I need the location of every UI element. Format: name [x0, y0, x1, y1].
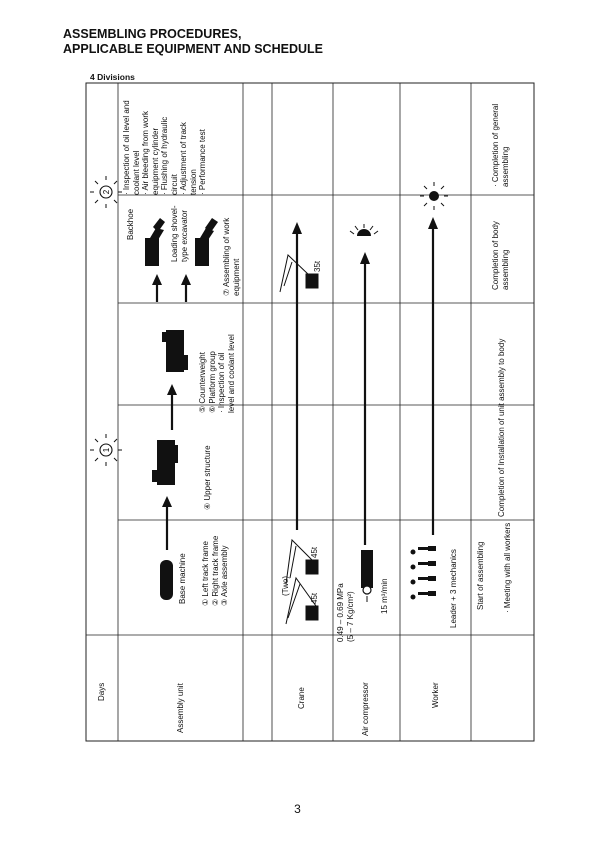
milestone-start: Start of assembling: [476, 541, 485, 610]
page-number: 3: [294, 802, 301, 816]
milestone-body: [491, 221, 510, 290]
day1-number: 1: [102, 447, 111, 453]
coolant-inspection-item: level and coolant level: [226, 334, 236, 413]
sun-icon-end: [420, 182, 448, 210]
heading-line-2: APPLICABLE EQUIPMENT AND SCHEDULE: [63, 42, 323, 56]
final-check-1b: coolant level: [131, 150, 141, 195]
milestone-body-line-1: Completion of body: [491, 221, 500, 290]
worker-line-arrow: [428, 217, 438, 535]
final-check-1: · Inspection of oil level and: [122, 100, 131, 195]
final-check-3b: circuit: [169, 174, 179, 195]
crane-label: Crane: [297, 687, 306, 709]
work-equipment-line-1: ⑦ Assembling of work: [222, 217, 231, 296]
half-sun-icon: [350, 224, 378, 236]
division-label: 4 Divisions: [90, 72, 135, 82]
worker-crew-label: Leader + 3 mechanics: [449, 549, 458, 628]
compressor-flow: 15 m³/min: [380, 578, 389, 614]
crane-capacity-3: 35t: [313, 260, 322, 272]
compressor-pressure: [336, 583, 355, 642]
final-check-4: · Adjustment of track: [179, 122, 188, 195]
counterweight-item: ⑤ Counterweight: [198, 352, 207, 413]
milestone-install: Completion of Installation of unit assembly to body: [497, 338, 506, 517]
milestone-body-line-2: assembling: [500, 249, 510, 290]
counterweight-labels: [198, 334, 236, 413]
heading-line-1: ASSEMBLING PROCEDURES,: [63, 27, 242, 41]
work-equipment-line-2: equipment: [231, 258, 241, 296]
loading-shovel-label: [170, 206, 189, 262]
day2-number: 2: [102, 189, 111, 195]
crane-line-arrow: [292, 222, 302, 530]
air-compressor-icon: [361, 550, 373, 602]
milestone-general: [491, 104, 510, 187]
milestone-general-line-2: assembling: [500, 146, 510, 187]
arrow-counterweight-to-backhoe: [152, 274, 162, 302]
compressor-pressure-kg: (5 – 7 Kg/cm²): [345, 591, 355, 642]
final-check-2b: equipment cylinder: [150, 127, 160, 195]
upper-structure-icon: [152, 440, 178, 485]
final-check-5: · Performance test: [198, 129, 207, 195]
base-machine-icon: [160, 560, 173, 600]
base-machine-items: [201, 536, 230, 606]
crane-capacity-2: 45t: [310, 546, 319, 558]
worker-label: Worker: [431, 682, 440, 708]
backhoe-label: Backhoe: [126, 208, 135, 240]
compressor-pressure-mpa: 0.49 – 0.69 MPa: [336, 583, 345, 642]
final-check-4b: tension: [188, 169, 198, 195]
loading-shovel-line-2: type excavator: [179, 209, 189, 262]
assembly-unit-label: Assembly unit: [176, 683, 185, 733]
milestone-general-line-1: · Completion of general: [491, 103, 500, 187]
backhoe-icon: [145, 218, 165, 266]
loading-shovel-line-1: Loading shovel-: [170, 205, 179, 262]
arrow-counterweight-to-shovel: [181, 274, 191, 302]
base-machine-label: Base machine: [178, 553, 187, 604]
final-checks-list: [122, 100, 208, 195]
arrow-base-to-upper: [162, 496, 172, 550]
days-label: Days: [97, 682, 106, 701]
base-item-left-track: ① Left track frame: [201, 541, 210, 606]
final-check-3: · Flushing of hydraulic: [160, 116, 169, 195]
crane-two-label: (Two): [281, 576, 290, 596]
final-check-2: · Air bleeding from work: [141, 110, 150, 195]
base-item-axle: ③ Axle assembly: [220, 545, 229, 606]
counterweight-icon: [162, 330, 188, 372]
milestone-meeting: · Meeting with all workers: [503, 522, 512, 613]
arrow-upper-to-counterweight: [167, 384, 177, 430]
work-equipment-label: [222, 218, 241, 296]
crane-capacity-1: 45t: [310, 592, 319, 604]
upper-structure-label: ④ Upper structure: [203, 445, 212, 510]
air-compressor-label: Air compressor: [361, 682, 370, 736]
workers-icon: [411, 546, 437, 600]
base-item-right-track: ② Right track frame: [210, 535, 220, 606]
compressor-line-arrow: [360, 252, 370, 545]
loading-shovel-icon: [195, 218, 218, 266]
platform-group-item: ⑥ Platform group: [207, 351, 217, 413]
oil-inspection-item: · Inspection of oil: [217, 352, 226, 413]
